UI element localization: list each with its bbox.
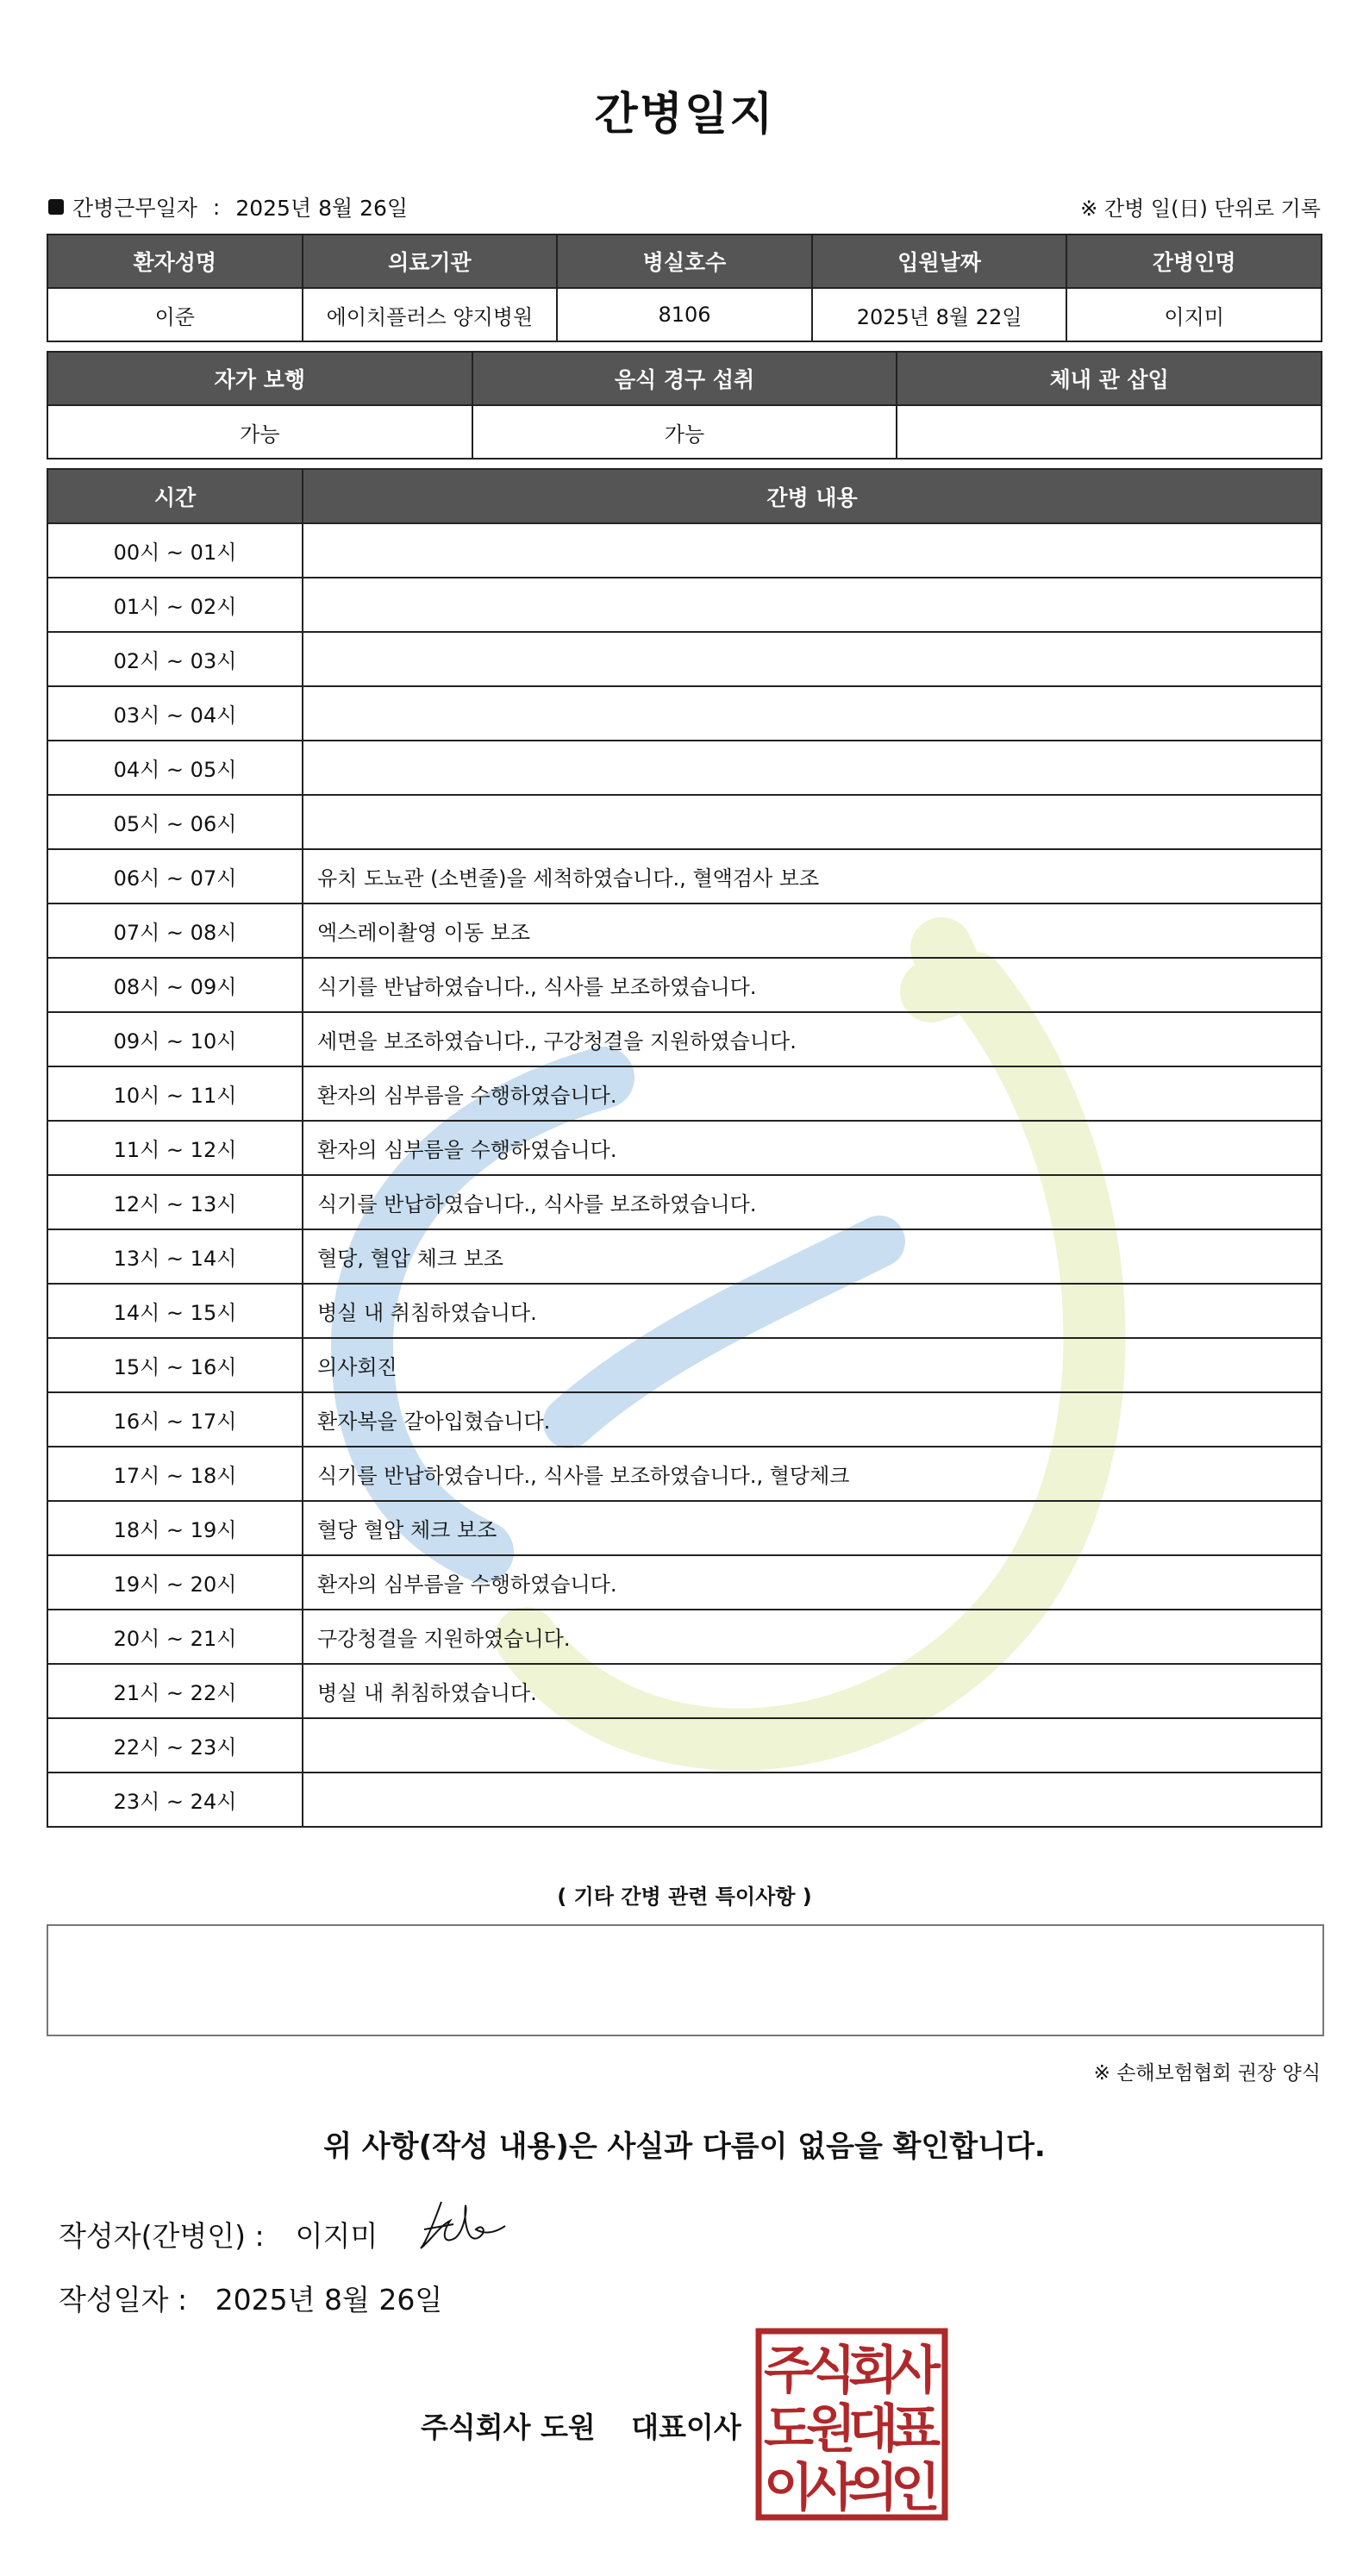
log-time: 17시 ~ 18시 [47, 1447, 303, 1501]
log-time: 14시 ~ 15시 [47, 1284, 303, 1338]
walking-value: 가능 [47, 405, 472, 459]
work-date-line [48, 191, 408, 222]
log-content: 식기를 반납하였습니다., 식사를 보조하였습니다., 혈당체크 [303, 1447, 1322, 1501]
care-log-row [47, 1392, 1322, 1447]
care-log-row [47, 1610, 1322, 1664]
log-content [303, 741, 1322, 795]
svg-text:이: 이 [764, 2458, 814, 2518]
log-time: 06시 ~ 07시 [47, 849, 303, 903]
svg-text:회: 회 [848, 2341, 898, 2401]
log-time: 21시 ~ 22시 [47, 1664, 303, 1718]
care-log-row [47, 578, 1322, 632]
room-number: 8106 [557, 288, 812, 341]
patient-info-value-row [47, 288, 1322, 341]
care-log-row [47, 632, 1322, 686]
care-log-row [47, 1447, 1322, 1501]
log-time: 02시 ~ 03시 [47, 632, 303, 686]
log-content: 병실 내 취침하였습니다. [303, 1664, 1322, 1718]
care-log-row [47, 1773, 1322, 1827]
care-log-table [47, 468, 1322, 1828]
svg-text:표: 표 [891, 2399, 941, 2460]
log-content [303, 1773, 1322, 1827]
patient-info-table [47, 234, 1322, 342]
log-time: 04시 ~ 05시 [47, 741, 303, 795]
notes-heading: ( 기타 간병 관련 특이사항 ) [557, 1885, 812, 1909]
care-log-row [47, 903, 1322, 958]
header-patient-name: 환자성명 [47, 234, 303, 288]
representative-title: 대표이사 [631, 2410, 741, 2444]
tube-value [897, 405, 1322, 459]
care-log-row [47, 1066, 1322, 1121]
care-log-row [47, 1664, 1322, 1718]
care-log-row [47, 958, 1322, 1012]
log-time: 08시 ~ 09시 [47, 958, 303, 1012]
header-admission-date: 입원날짜 [812, 234, 1067, 288]
header-room: 병실호수 [557, 234, 812, 288]
patient-info-header-row [47, 234, 1322, 288]
writer-label: 작성자(간병인) : [59, 2219, 265, 2253]
unit-note: ※ 간병 일(日) 단위로 기록 [1080, 197, 1321, 221]
log-content: 유치 도뇨관 (소변줄)을 세척하였습니다., 혈액검사 보조 [303, 849, 1322, 903]
recommend-note: ※ 손해보험협회 권장 양식 [1093, 2062, 1321, 2085]
svg-text:도: 도 [764, 2399, 814, 2460]
care-log-row [47, 1718, 1322, 1773]
patient-status-table [47, 351, 1322, 460]
svg-text:의: 의 [848, 2458, 898, 2518]
header-tube: 체내 관 삽입 [897, 352, 1322, 405]
log-time: 07시 ~ 08시 [47, 903, 303, 958]
company-name: 주식회사 도원 [421, 2410, 596, 2444]
log-content: 의사회진 [303, 1338, 1322, 1392]
admission-date: 2025년 8월 22일 [812, 288, 1067, 341]
written-date-line [59, 2278, 442, 2318]
log-content: 혈당, 혈압 체크 보조 [303, 1229, 1322, 1284]
log-content: 구강청결을 지원하였습니다. [303, 1610, 1322, 1664]
separator: : [212, 194, 221, 220]
date-value: 2025년 8월 26일 [215, 2283, 443, 2317]
log-time: 11시 ~ 12시 [47, 1121, 303, 1175]
header-care-content: 간병 내용 [303, 469, 1322, 523]
square-bullet-icon [48, 199, 64, 215]
log-content [303, 686, 1322, 741]
svg-text:인: 인 [891, 2458, 941, 2518]
status-value-row [47, 405, 1322, 459]
header-time: 시간 [47, 469, 303, 523]
log-content: 세면을 보조하였습니다., 구강청결을 지원하였습니다. [303, 1012, 1322, 1066]
log-time: 19시 ~ 20시 [47, 1555, 303, 1610]
log-time: 15시 ~ 16시 [47, 1338, 303, 1392]
care-log-row [47, 1012, 1322, 1066]
hospital-name: 에이치플러스 양지병원 [303, 288, 558, 341]
care-log-row [47, 1229, 1322, 1284]
caregiver-name: 이지미 [1066, 288, 1322, 341]
care-log-row [47, 1338, 1322, 1392]
care-log-row [47, 686, 1322, 741]
svg-text:대: 대 [848, 2399, 898, 2460]
log-content: 엑스레이촬영 이동 보조 [303, 903, 1322, 958]
log-time: 09시 ~ 10시 [47, 1012, 303, 1066]
log-content [303, 795, 1322, 849]
log-content [303, 1718, 1322, 1773]
log-time: 10시 ~ 11시 [47, 1066, 303, 1121]
work-date-label: 간병근무일자 [72, 196, 197, 221]
care-log-header-row [47, 469, 1322, 523]
log-content: 환자의 심부름을 수행하였습니다. [303, 1121, 1322, 1175]
log-time: 23시 ~ 24시 [47, 1773, 303, 1827]
log-content: 환자복을 갈아입혔습니다. [303, 1392, 1322, 1447]
log-content [303, 578, 1322, 632]
log-content [303, 523, 1322, 578]
status-header-row [47, 352, 1322, 405]
log-content: 환자의 심부름을 수행하였습니다. [303, 1555, 1322, 1610]
confirmation-statement: 위 사항(작성 내용)은 사실과 다름이 없음을 확인합니다. [323, 2129, 1046, 2164]
log-content: 혈당 혈압 체크 보조 [303, 1501, 1322, 1555]
company-line [421, 2405, 741, 2446]
signature [416, 2195, 510, 2255]
header-walking: 자가 보행 [47, 352, 472, 405]
log-time: 03시 ~ 04시 [47, 686, 303, 741]
svg-text:주: 주 [764, 2341, 814, 2401]
log-time: 12시 ~ 13시 [47, 1175, 303, 1229]
log-content [303, 632, 1322, 686]
log-time: 00시 ~ 01시 [47, 523, 303, 578]
page-title: 간병일지 [594, 89, 775, 141]
svg-text:식: 식 [806, 2341, 856, 2401]
care-log-row [47, 741, 1322, 795]
patient-name: 이준 [47, 288, 303, 341]
log-time: 13시 ~ 14시 [47, 1229, 303, 1284]
svg-text:사: 사 [806, 2458, 856, 2518]
care-log-row [47, 1501, 1322, 1555]
work-date-value: 2025년 8월 26일 [235, 196, 409, 221]
log-time: 01시 ~ 02시 [47, 578, 303, 632]
company-seal-stamp [755, 2328, 948, 2521]
notes-box [47, 1924, 1324, 2036]
care-log-row [47, 795, 1322, 849]
date-label: 작성일자 : [59, 2283, 188, 2317]
writer-name: 이지미 [295, 2219, 378, 2253]
log-time: 05시 ~ 06시 [47, 795, 303, 849]
log-content: 식기를 반납하였습니다., 식사를 보조하였습니다. [303, 958, 1322, 1012]
care-log-row [47, 1555, 1322, 1610]
log-time: 18시 ~ 19시 [47, 1501, 303, 1555]
log-content: 환자의 심부름을 수행하였습니다. [303, 1066, 1322, 1121]
header-oral-intake: 음식 경구 섭취 [472, 352, 897, 405]
log-time: 20시 ~ 21시 [47, 1610, 303, 1664]
writer-line [59, 2214, 378, 2254]
oral-intake-value: 가능 [472, 405, 897, 459]
care-log-row [47, 1284, 1322, 1338]
log-time: 16시 ~ 17시 [47, 1392, 303, 1447]
header-caregiver: 간병인명 [1066, 234, 1322, 288]
care-log-row [47, 1121, 1322, 1175]
care-log-row [47, 1175, 1322, 1229]
log-time: 22시 ~ 23시 [47, 1718, 303, 1773]
care-log-row [47, 523, 1322, 578]
log-content: 식기를 반납하였습니다., 식사를 보조하였습니다. [303, 1175, 1322, 1229]
svg-text:사: 사 [891, 2341, 941, 2401]
header-hospital: 의료기관 [303, 234, 558, 288]
log-content: 병실 내 취침하였습니다. [303, 1284, 1322, 1338]
svg-text:원: 원 [806, 2399, 856, 2460]
care-log-row [47, 849, 1322, 903]
